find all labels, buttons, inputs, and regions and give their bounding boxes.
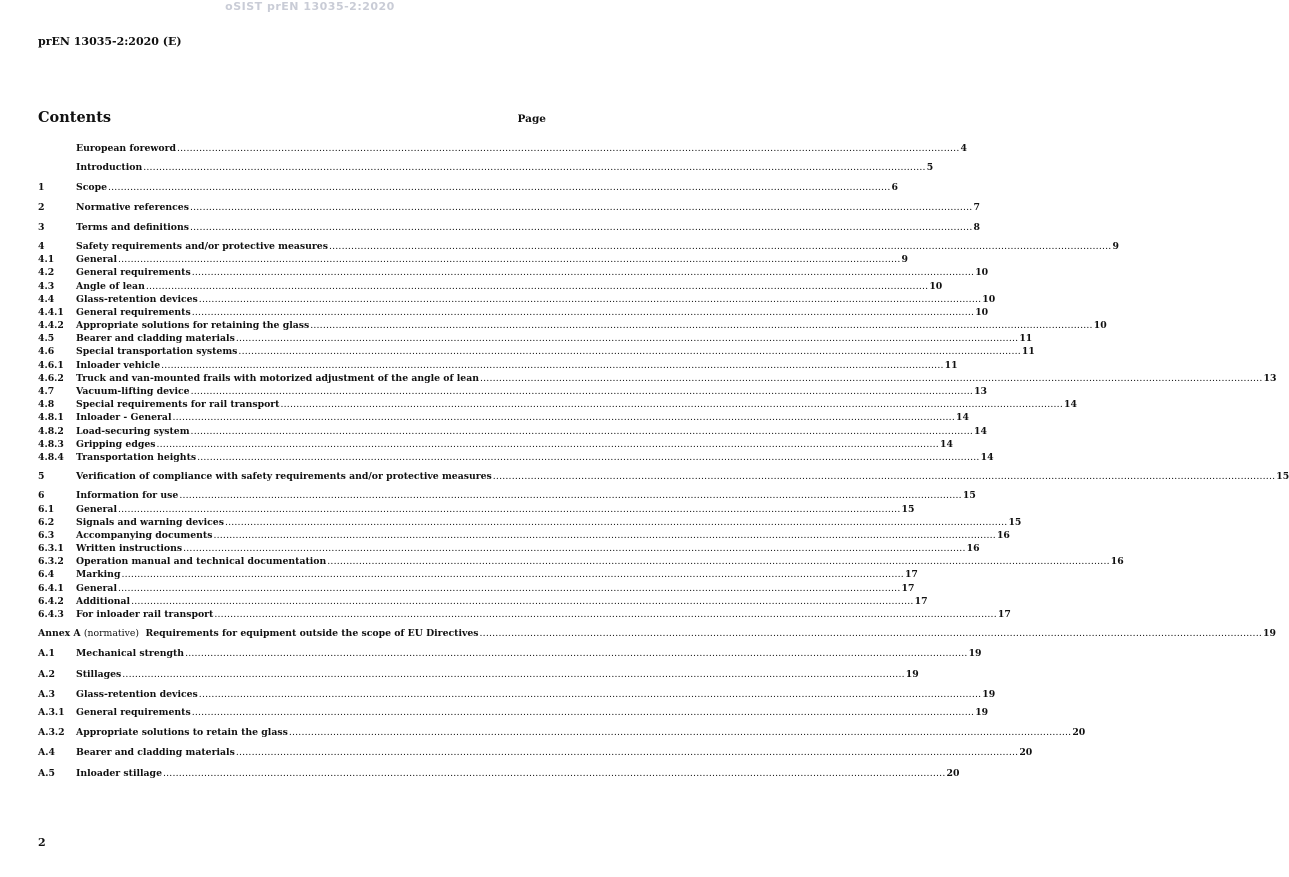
dot-leader [236, 332, 1019, 345]
toc-entry-page: 7 [973, 201, 980, 213]
toc-entry-page: 19 [975, 706, 989, 718]
toc-entry-title: General [76, 254, 117, 266]
toc-entry-page: 10 [975, 306, 989, 318]
toc-entry-number: A.3.1 [38, 706, 65, 718]
toc-entry-page: 17 [997, 609, 1011, 620]
toc-entry-number: 5 [38, 471, 45, 483]
dot-leader [161, 359, 944, 372]
toc-entry-page: 17 [914, 595, 928, 607]
toc-entry-page: 16 [966, 543, 980, 555]
toc-entry-page: 10 [975, 267, 989, 279]
toc-entry-page: 19 [968, 648, 982, 660]
toc-entry[interactable] [38, 555, 1124, 568]
toc-entry[interactable] [38, 319, 1107, 332]
toc-entry[interactable] [38, 332, 1033, 345]
toc-entry-page: 10 [929, 280, 943, 292]
toc-entry-title: Mechanical strength [76, 648, 185, 660]
toc-entry-number: 4.5 [38, 333, 55, 345]
toc-entry-number: 6.4.2 [38, 595, 64, 607]
toc-entry-page: 16 [996, 529, 1010, 541]
toc-entry-page: 5 [926, 162, 934, 174]
table-of-contents [38, 142, 1289, 780]
dot-leader [280, 398, 1063, 411]
toc-entry-page: 9 [901, 254, 908, 266]
toc-entry-title: Load-securing system [76, 425, 190, 437]
dot-leader [163, 767, 946, 780]
toc-entry-number: 4.6.2 [38, 372, 64, 384]
dot-leader [121, 568, 904, 581]
toc-entry[interactable] [38, 582, 915, 595]
toc-entry-number: 4.4.2 [38, 320, 64, 332]
dot-leader [118, 582, 901, 595]
dot-leader [310, 319, 1093, 332]
dot-leader [122, 668, 905, 681]
toc-entry-page: 17 [904, 569, 918, 581]
annex-kind: (normative) [83, 628, 139, 640]
toc-entry[interactable] [38, 595, 928, 608]
toc-entry[interactable] [38, 411, 969, 424]
toc-entry-title: Appropriate solutions for retaining the glass [76, 320, 310, 332]
toc-entry-page: 11 [1021, 346, 1035, 358]
toc-entry-number: 4.6 [38, 346, 55, 358]
toc-entry-number: 6.3 [38, 529, 55, 541]
toc-entry-page: 9 [1112, 240, 1119, 252]
toc-entry-number: 4.8.3 [38, 438, 64, 450]
toc-entry-title: Written instructions [76, 543, 183, 555]
toc-entry[interactable] [38, 608, 1011, 621]
dot-leader [179, 489, 962, 502]
toc-entry-page: 11 [1019, 333, 1033, 345]
dot-leader [214, 608, 997, 621]
toc-entry-page: 11 [944, 359, 958, 371]
dot-leader [480, 627, 1263, 640]
toc-entry-page: 15 [1008, 516, 1022, 528]
toc-entry-page: 6 [891, 182, 898, 194]
dot-leader [192, 706, 975, 719]
toc-entry-number: 4.3 [38, 280, 55, 292]
toc-entry[interactable] [38, 516, 1022, 529]
toc-entry[interactable] [38, 201, 980, 214]
toc-entry-title: Requirements for equipment outside the scope of EU Directives [145, 628, 479, 640]
annex-label: Annex A [38, 628, 81, 640]
toc-entry-number: 4.4 [38, 293, 55, 305]
toc-entry-page: 14 [956, 412, 969, 424]
dot-leader [199, 293, 982, 306]
dot-leader [118, 253, 901, 266]
toc-entry[interactable] [38, 568, 918, 581]
dot-leader [289, 726, 1072, 739]
toc-entry-title: Inloader vehicle [76, 359, 161, 371]
dot-leader [183, 542, 966, 555]
toc-entry-title: General requirements [76, 267, 191, 279]
toc-entry-number: 6.3.2 [38, 556, 64, 568]
toc-entry-number: 6 [38, 490, 45, 502]
toc-entry-number: 3 [38, 221, 45, 233]
toc-entry-number: A.1 [38, 648, 55, 660]
toc-entry-title: Gripping edges [76, 438, 156, 450]
toc-entry-page: 14 [1063, 399, 1077, 411]
document-id: prEN 13035-2:2020 (E) [38, 35, 182, 48]
toc-entry[interactable] [38, 726, 1086, 739]
toc-entry-title: General requirements [76, 706, 191, 718]
toc-entry-number: A.3 [38, 688, 55, 700]
toc-entry-title: Inloader - General [76, 412, 172, 424]
toc-entry[interactable] [38, 306, 989, 319]
toc-entry-page: 8 [973, 221, 980, 233]
toc-entry-page: 19 [905, 668, 919, 680]
dot-leader [480, 372, 1263, 385]
toc-entry-title: Bearer and cladding materials [76, 333, 235, 345]
dot-leader [156, 438, 939, 451]
toc-entry[interactable] [38, 372, 1277, 385]
toc-entry[interactable] [38, 142, 967, 155]
toc-entry[interactable] [38, 503, 915, 516]
toc-entry[interactable] [38, 470, 1289, 483]
toc-entry-title: European foreword [76, 143, 176, 154]
toc-entry[interactable] [38, 293, 996, 306]
toc-entry-title: Special requirements for rail transport [76, 399, 280, 411]
toc-entry[interactable] [38, 688, 996, 701]
page-number: 2 [38, 836, 46, 849]
toc-entry[interactable] [38, 345, 1035, 358]
dot-leader [327, 555, 1110, 568]
toc-entry-page: 16 [1110, 556, 1124, 568]
toc-entry-number: 4.1 [38, 254, 55, 266]
toc-entry-page: 14 [939, 438, 953, 450]
toc-entry-title: Operation manual and technical documentation [76, 556, 327, 568]
toc-entry[interactable] [38, 438, 953, 451]
dot-leader [191, 385, 974, 398]
toc-entry[interactable] [38, 161, 934, 174]
dot-leader [143, 161, 926, 174]
dot-leader [118, 503, 901, 516]
dot-leader [238, 345, 1021, 358]
toc-entry-title: Angle of lean [76, 280, 145, 292]
toc-entry-page: 4 [960, 143, 967, 154]
toc-entry-number: 4.8 [38, 399, 55, 411]
toc-entry-title: Appropriate solutions to retain the glass [76, 727, 288, 739]
toc-entry-number: 6.2 [38, 516, 55, 528]
toc-entry-title: Stillages [76, 668, 122, 680]
toc-entry-number: A.4 [38, 747, 55, 759]
toc-entry-number: 6.4.3 [38, 609, 64, 620]
watermark: oSIST prEN 13035-2:2020 [225, 0, 395, 13]
toc-entry[interactable] [38, 425, 987, 438]
dot-leader [493, 470, 1276, 483]
dot-leader [108, 181, 891, 194]
toc-entry-title: Normative references [76, 201, 189, 213]
toc-entry-number: 4.4.1 [38, 306, 64, 318]
toc-entry-number: 1 [38, 182, 45, 194]
toc-entry[interactable] [38, 706, 989, 719]
toc-entry-page: 19 [982, 688, 996, 700]
toc-entry-title: Introduction [76, 162, 143, 174]
toc-entry-number: 4.8.4 [38, 451, 64, 463]
toc-entry-title: Additional [76, 595, 131, 607]
toc-entry-number: 6.3.1 [38, 543, 64, 555]
dot-leader [131, 595, 914, 608]
toc-entry[interactable] [38, 280, 943, 293]
toc-entry-page: 14 [974, 425, 987, 437]
toc-entry-title: Special transportation systems [76, 346, 238, 358]
toc-entry-page: 13 [974, 386, 988, 397]
toc-entry-number: 6.4.1 [38, 582, 64, 594]
toc-entry-number: 4.7 [38, 386, 55, 397]
toc-entry-title: Scope [76, 182, 107, 194]
toc-entry-title: General [76, 582, 117, 594]
toc-entry-page: 15 [901, 503, 915, 515]
dot-leader [236, 746, 1019, 759]
toc-entry[interactable] [38, 398, 1077, 411]
toc-entry[interactable] [38, 746, 1033, 759]
dot-leader [191, 425, 974, 438]
toc-entry-title: Inloader stillage [76, 767, 162, 779]
toc-entry[interactable] [38, 266, 989, 279]
toc-entry[interactable] [38, 385, 988, 398]
toc-entry-title: General requirements [76, 306, 191, 318]
toc-entry-title: General [76, 503, 117, 515]
toc-entry-number: 4 [38, 240, 45, 252]
toc-entry-number: 4.8.1 [38, 412, 64, 424]
dot-leader [197, 451, 980, 464]
toc-entry-title: Glass-retention devices [76, 293, 198, 305]
toc-entry-number: 4.6.1 [38, 359, 64, 371]
toc-entry-title: Bearer and cladding materials [76, 747, 235, 759]
toc-entry[interactable] [38, 767, 960, 780]
toc-entry-page: 10 [1093, 320, 1107, 332]
toc-entry-number: A.5 [38, 767, 55, 779]
dot-leader [146, 280, 929, 293]
toc-entry-page: 20 [1019, 747, 1033, 759]
page-column-label: Page [517, 113, 546, 125]
dot-leader [177, 142, 960, 155]
toc-entry-title: Verification of compliance with safety requirements and/or protective measures [76, 471, 492, 483]
toc-entry-page: 15 [1276, 471, 1289, 483]
contents-heading: Contents [38, 109, 112, 126]
toc-entry[interactable] [38, 181, 898, 194]
toc-entry-title: Signals and warning devices [76, 516, 224, 528]
dot-leader [185, 647, 968, 660]
toc-entry-number: 4.8.2 [38, 425, 64, 437]
toc-entry-page: 20 [1072, 727, 1086, 739]
toc-entry-number: A.2 [38, 668, 55, 680]
toc-entry[interactable] [38, 221, 980, 234]
toc-entry-number: 6.1 [38, 503, 55, 515]
toc-entry-title: Safety requirements and/or protective measures [76, 240, 328, 252]
toc-entry-title: Vacuum-lifting device [76, 386, 190, 397]
toc-entry-title: Terms and definitions [76, 221, 189, 233]
toc-entry-number: 4.2 [38, 267, 55, 279]
toc-entry[interactable] [38, 668, 919, 681]
dot-leader [329, 240, 1112, 253]
toc-entry-page: 19 [1263, 628, 1276, 640]
toc-entry-title: For inloader rail transport [76, 609, 214, 620]
toc-entry-title: Glass-retention devices [76, 688, 198, 700]
toc-entry[interactable] [38, 451, 994, 464]
toc-entry[interactable] [38, 489, 976, 502]
toc-entry[interactable] [38, 529, 1010, 542]
toc-entry-number: 6.4 [38, 569, 55, 581]
dot-leader [225, 516, 1008, 529]
dot-leader [213, 529, 996, 542]
toc-entry[interactable] [38, 627, 1276, 640]
toc-entry-number: A.3.2 [38, 727, 65, 739]
dot-leader [192, 306, 975, 319]
dot-leader [190, 221, 973, 234]
toc-entry-page: 13 [1263, 372, 1277, 384]
toc-entry[interactable] [38, 647, 982, 660]
dot-leader [190, 201, 973, 214]
toc-entry[interactable] [38, 542, 980, 555]
toc-entry-page: 15 [962, 490, 976, 502]
dot-leader [173, 411, 956, 424]
dot-leader [192, 266, 975, 279]
toc-entry-title: Truck and van-mounted frails with motorized adjustment of the angle of lean [76, 372, 479, 384]
toc-entry[interactable] [38, 253, 908, 266]
toc-entry[interactable] [38, 240, 1119, 253]
toc-entry-number: 2 [38, 201, 45, 213]
toc-entry-title: Marking [76, 569, 121, 581]
dot-leader [199, 688, 982, 701]
toc-entry-title: Information for use [76, 490, 179, 502]
toc-entry-page: 17 [901, 582, 915, 594]
toc-entry-title: Transportation heights [76, 451, 197, 463]
toc-entry[interactable] [38, 359, 958, 372]
toc-entry-page: 10 [982, 293, 996, 305]
toc-entry-page: 20 [946, 767, 960, 779]
toc-entry-title: Accompanying documents [76, 529, 213, 541]
toc-entry-page: 14 [980, 451, 994, 463]
